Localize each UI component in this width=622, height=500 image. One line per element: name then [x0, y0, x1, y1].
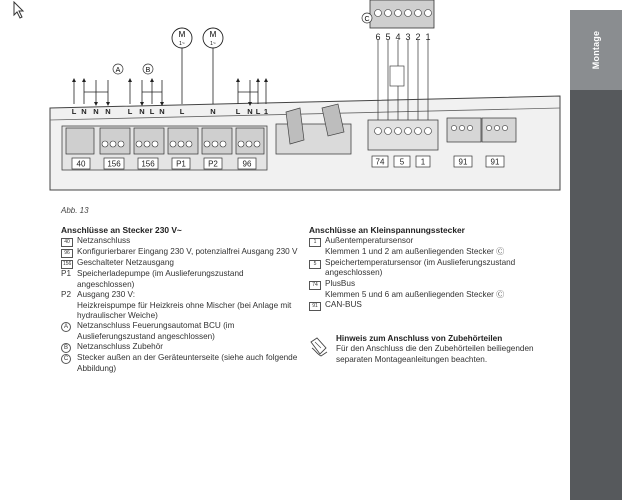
- side-tab-dark: [570, 90, 622, 500]
- top-number: 4: [395, 32, 401, 42]
- top-number: 2: [415, 32, 421, 42]
- left-box-label: P1: [176, 159, 186, 169]
- legend-item: [309, 236, 559, 247]
- terminal-label: N: [247, 107, 253, 116]
- top-number: 5: [385, 32, 391, 42]
- terminal-label: N: [81, 107, 87, 116]
- marker-a: A: [115, 67, 121, 74]
- terminal-label: L: [127, 107, 133, 116]
- legend-item: [61, 269, 301, 290]
- legend-text: Netzanschluss Zubehör: [77, 342, 164, 352]
- legend-item: [309, 247, 559, 257]
- marker-c: C: [364, 16, 370, 23]
- terminal-label: L: [71, 107, 77, 116]
- terminal-label: N: [105, 107, 111, 116]
- figure-caption: Abb. 13: [61, 206, 89, 215]
- legend-mark: P2: [61, 290, 72, 300]
- right-column: [309, 225, 559, 311]
- terminal-label: L: [235, 107, 241, 116]
- terminal-label: L: [179, 107, 185, 116]
- left-box-label: 156: [107, 159, 121, 169]
- left-box-label: 156: [141, 159, 155, 169]
- legend-mark: C: [61, 353, 77, 364]
- legend-mark: 91: [309, 300, 325, 311]
- legend-item: [61, 353, 301, 374]
- top-number: 6: [375, 32, 381, 42]
- right-box-label: 1: [420, 157, 426, 167]
- right-box-label: 74: [375, 157, 385, 167]
- terminal-label: L: [149, 107, 155, 116]
- legend-mark: 1: [309, 236, 325, 247]
- legend-text: Netzanschluss Feuerungsautomat BCU (im Auslieferungszustand angeschlossen): [77, 321, 235, 341]
- legend-item: [61, 236, 301, 247]
- legend-text: Netzanschluss: [77, 236, 131, 246]
- legend-text: Heizkreispumpe für Heizkreis ohne Mischer (bei Anlage mit hydraulischer Weiche): [77, 300, 292, 321]
- left-box-label: P2: [208, 159, 218, 169]
- legend-mark: 5: [309, 258, 325, 269]
- legend-mark: 40: [61, 236, 77, 247]
- motor-label: M: [178, 30, 186, 39]
- legend-item: [309, 300, 559, 311]
- legend-item: [61, 247, 301, 258]
- hint-title: Hinweis zum Anschluss von Zubehörteilen: [336, 334, 503, 343]
- marker-b: B: [145, 67, 151, 74]
- left-column: [61, 225, 301, 374]
- left-items: [61, 236, 301, 374]
- legend-text: Klemmen 5 und 6 am außenliegenden Stecker Ⓒ: [325, 289, 505, 299]
- legend-item: [309, 290, 559, 300]
- terminal-label: N: [210, 107, 216, 116]
- terminal-label: N: [159, 107, 165, 116]
- legend-text: Außentemperatursensor: [325, 236, 414, 246]
- legend-text: CAN-BUS: [325, 300, 362, 310]
- motor-label: M: [209, 30, 217, 39]
- legend-item: [61, 321, 301, 342]
- terminal-label: 1: [263, 107, 269, 116]
- right-heading: Anschlüsse an Kleinspannungsstecker: [309, 225, 465, 235]
- right-box-label: 5: [399, 157, 405, 167]
- section-tab: [570, 10, 622, 90]
- legend-item: [309, 258, 559, 279]
- hand-note-icon: [309, 336, 329, 358]
- legend-text: Stecker außen an der Geräteunterseite (siehe auch folgende Abbildung): [77, 353, 298, 373]
- legend-text: Speichertemperatursensor (im Auslieferungszustand angeschlossen): [325, 257, 516, 278]
- legend-item: [61, 290, 301, 300]
- terminal-label: L: [255, 107, 261, 116]
- legend-text: PlusBus: [325, 278, 356, 288]
- hint-block: [309, 334, 559, 365]
- left-box-label: 40: [76, 159, 86, 169]
- right-box-label: 91: [458, 157, 468, 167]
- legend-text: Geschalteter Netzausgang: [77, 258, 174, 268]
- legend-item: [61, 342, 301, 353]
- legend-mark: 96: [61, 247, 77, 258]
- legend-text: Ausgang 230 V:: [77, 290, 135, 300]
- legend-mark: 156: [63, 261, 72, 268]
- legend-text: Klemmen 1 und 2 am außenliegenden Stecker Ⓒ: [325, 247, 505, 257]
- legend-mark: A: [61, 321, 77, 332]
- top-number: 1: [425, 32, 431, 42]
- legend-item: [61, 258, 301, 269]
- legend-item: [309, 279, 559, 290]
- hint-text: Für den Anschluss die den Zubehörteilen beiliegenden separaten Montageanleitungen beachten.: [336, 344, 534, 364]
- top-number: 3: [405, 32, 411, 42]
- terminal-label: N: [139, 107, 145, 116]
- left-box-label: 96: [242, 159, 252, 169]
- left-heading: Anschlüsse an Stecker 230 V~: [61, 225, 182, 235]
- legend-mark: P1: [61, 269, 72, 279]
- right-box-label: 91: [490, 157, 500, 167]
- right-items: [309, 236, 559, 311]
- section-tab-label: Montage: [591, 30, 601, 70]
- legend-mark: B: [61, 342, 77, 353]
- wiring-diagram: [0, 0, 570, 205]
- terminal-label: N: [93, 107, 99, 116]
- motor-sub: 1~: [210, 41, 216, 47]
- legend-text: Speicherladepumpe (im Auslieferungszustand angeschlossen): [77, 269, 244, 289]
- legend-item: [61, 301, 301, 322]
- motor-sub: 1~: [179, 41, 185, 47]
- legend-mark: 74: [309, 279, 325, 290]
- legend-text: Konfigurierbarer Eingang 230 V, potenzialfrei Ausgang 230 V: [77, 247, 298, 257]
